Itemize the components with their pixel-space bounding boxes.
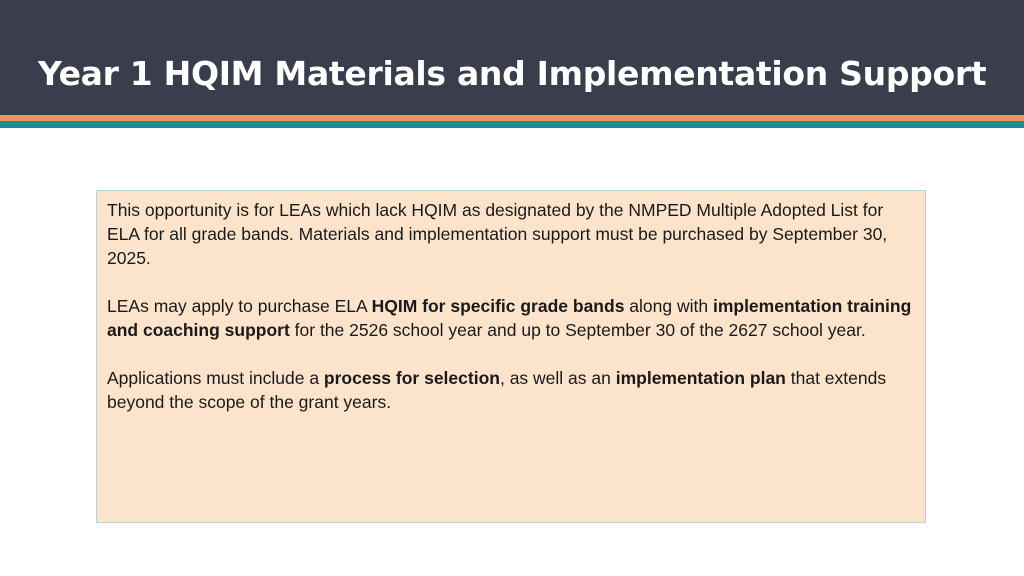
text-segment: that extends beyond the scope of the grant years.: [107, 368, 887, 412]
text-segment: along with: [624, 296, 713, 316]
bold-process-selection: process for selection: [323, 368, 500, 388]
text-segment: for the 2526 school year and up to September 30 of the 2627 school year.: [289, 320, 866, 340]
text-segment: LEAs may apply to purchase ELA: [107, 296, 372, 316]
page-title: Year 1 HQIM Materials and Implementation Support: [38, 54, 987, 93]
bold-implementation-plan: implementation plan: [615, 368, 786, 388]
header-bar: [0, 0, 1024, 115]
bold-grade-bands: HQIM for specific grade bands: [371, 296, 625, 316]
content-box: [96, 190, 926, 523]
text-segment: Applications must include a: [107, 368, 324, 388]
teal-accent-stripe: [0, 121, 1024, 128]
bold-training-support: implementation training and coaching support: [107, 296, 912, 340]
paragraph-requirements: [107, 366, 915, 414]
paragraph-eligibility: This opportunity is for LEAs which lack HQIM as designated by the NMPED Multiple Adopted List for ELA for all grade bands. Materials and implementation support must be purchased by September 30, 2025.: [107, 200, 888, 268]
paragraph-application-scope: [107, 294, 915, 342]
text-segment: , as well as an: [499, 368, 616, 388]
